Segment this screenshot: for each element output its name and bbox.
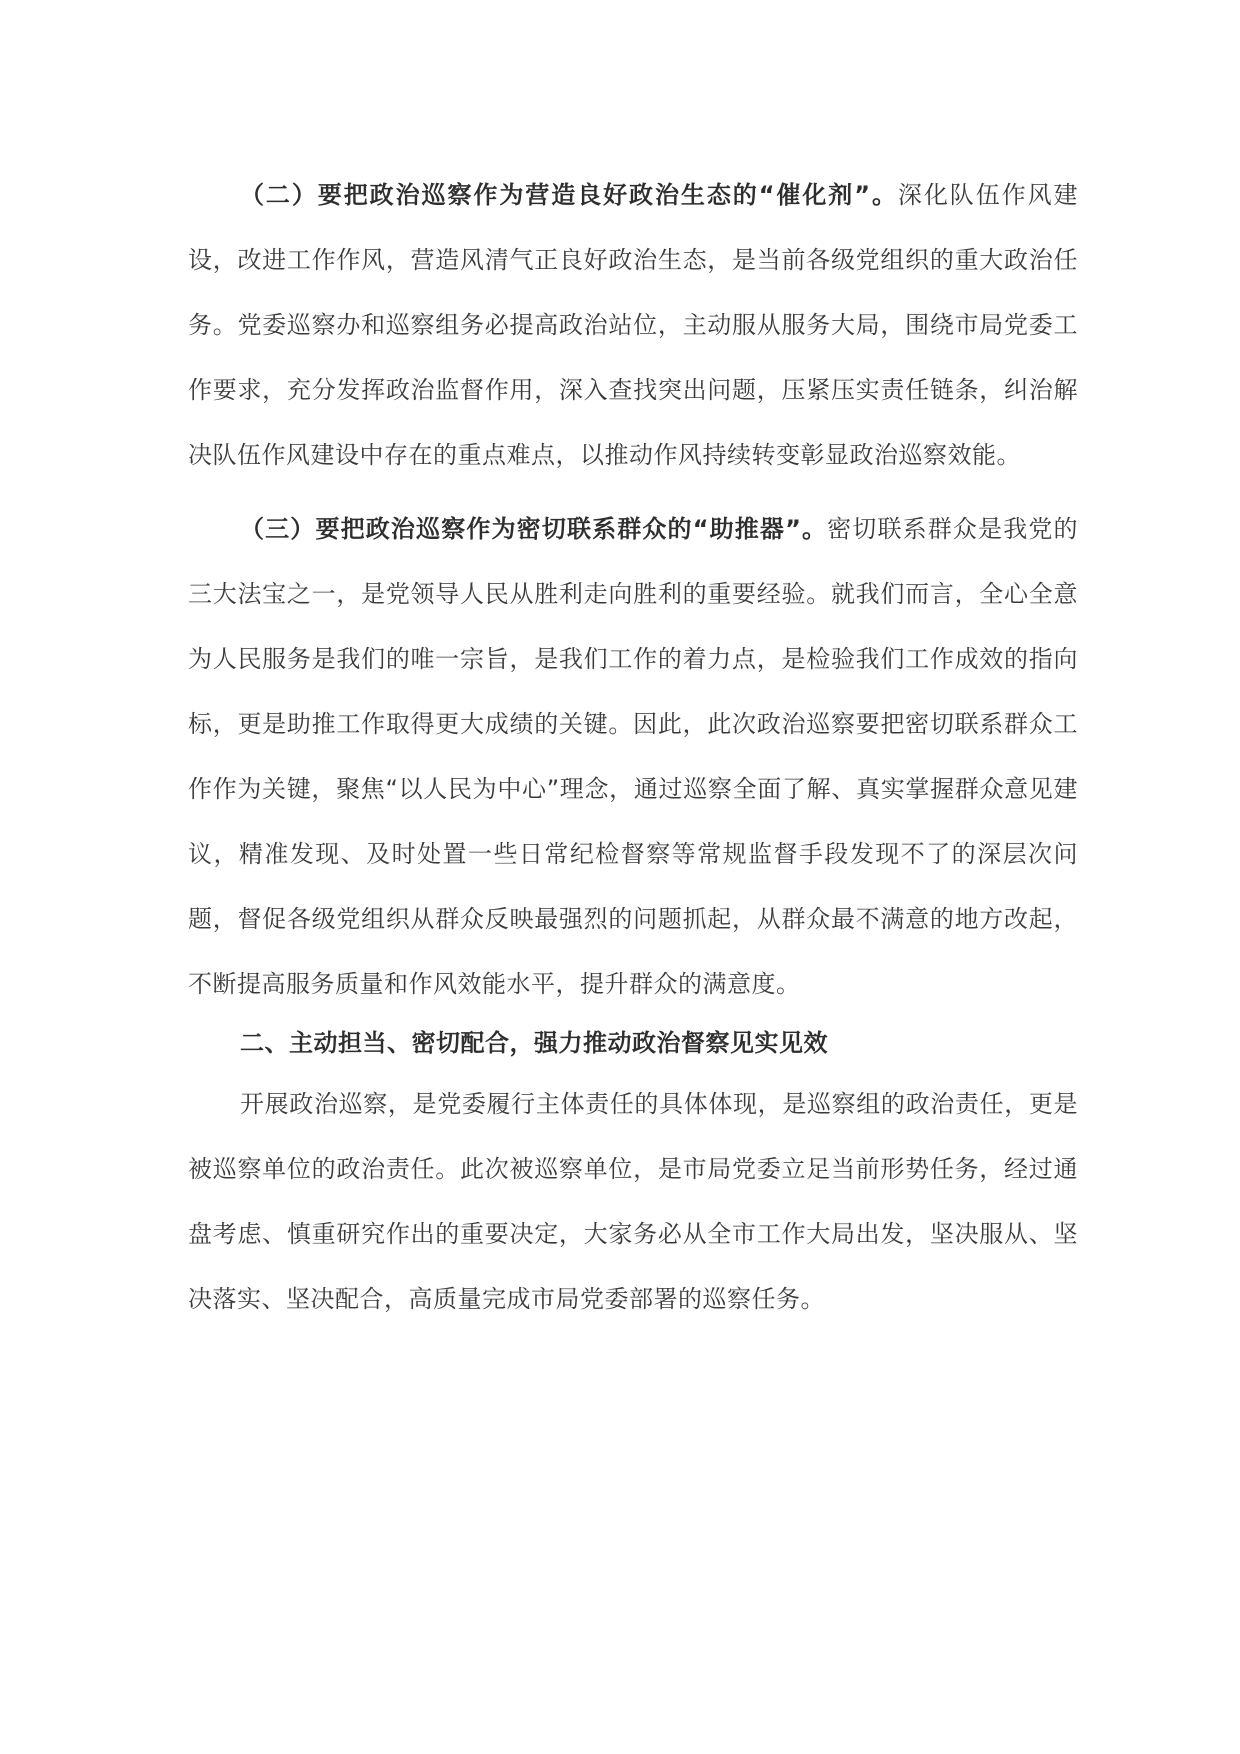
paragraph-two-body: 深化队伍作风建设，改进工作作风，营造风清气正良好政治生态，是当前各级党组织的重大政治任务。党委巡察办和巡察组务必提高政治站位，主动服从服务大局，围绕市局党委工作要求，充分发挥政治监督作用，深入查找突出问题，压紧压实责任链条，纠治解决队伍作风建设中存在的重点难点，以推动作风持续转变彰显政治巡察效能。 bbox=[188, 181, 1079, 469]
paragraph-three-body: 密切联系群众是我党的三大法宝之一，是党领导人民从胜利走向胜利的重要经验。就我们而言，全心全意为人民服务是我们的唯一宗旨，是我们工作的着力点，是检验我们工作成效的指向标，更是助推工作取得更大成绩的关键。因此，此次政治巡察要把密切联系群众工作作为关键，聚焦“以人民为中心”理念，通过巡察全面了解、真实掌握群众意见建议，精准发现、及时处置一些日常纪检督察等常规监督手段发现不了的深层次问题，督促各级党组织从群众反映最强烈的问题抓起，从群众最不满意的地方改起，不断提高服务质量和作风效能水平，提升群众的满意度。 bbox=[188, 515, 1079, 998]
paragraph-two bbox=[188, 163, 1078, 488]
paragraph-three-lead: （三）要把政治巡察作为密切联系群众的“助推器”。 bbox=[240, 515, 828, 543]
document-body bbox=[188, 163, 1078, 1332]
paragraph-three bbox=[188, 497, 1078, 1017]
section-heading: 二、主动担当、密切配合，强力推动政治督察见实见效 bbox=[240, 1029, 828, 1057]
paragraph-two-lead: （二）要把政治巡察作为营造良好政治生态的“催化剂”。 bbox=[240, 181, 898, 209]
closing-paragraph: 开展政治巡察，是党委履行主体责任的具体体现，是巡察组的政治责任，更是被巡察单位的政治责任。此次被巡察单位，是市局党委立足当前形势任务，经过通盘考虑、慎重研究作出的重要决定，大家务必从全市工作大局出发，坚决服从、坚决落实、坚决配合，高质量完成市局党委部署的巡察任务。 bbox=[188, 1090, 1078, 1313]
